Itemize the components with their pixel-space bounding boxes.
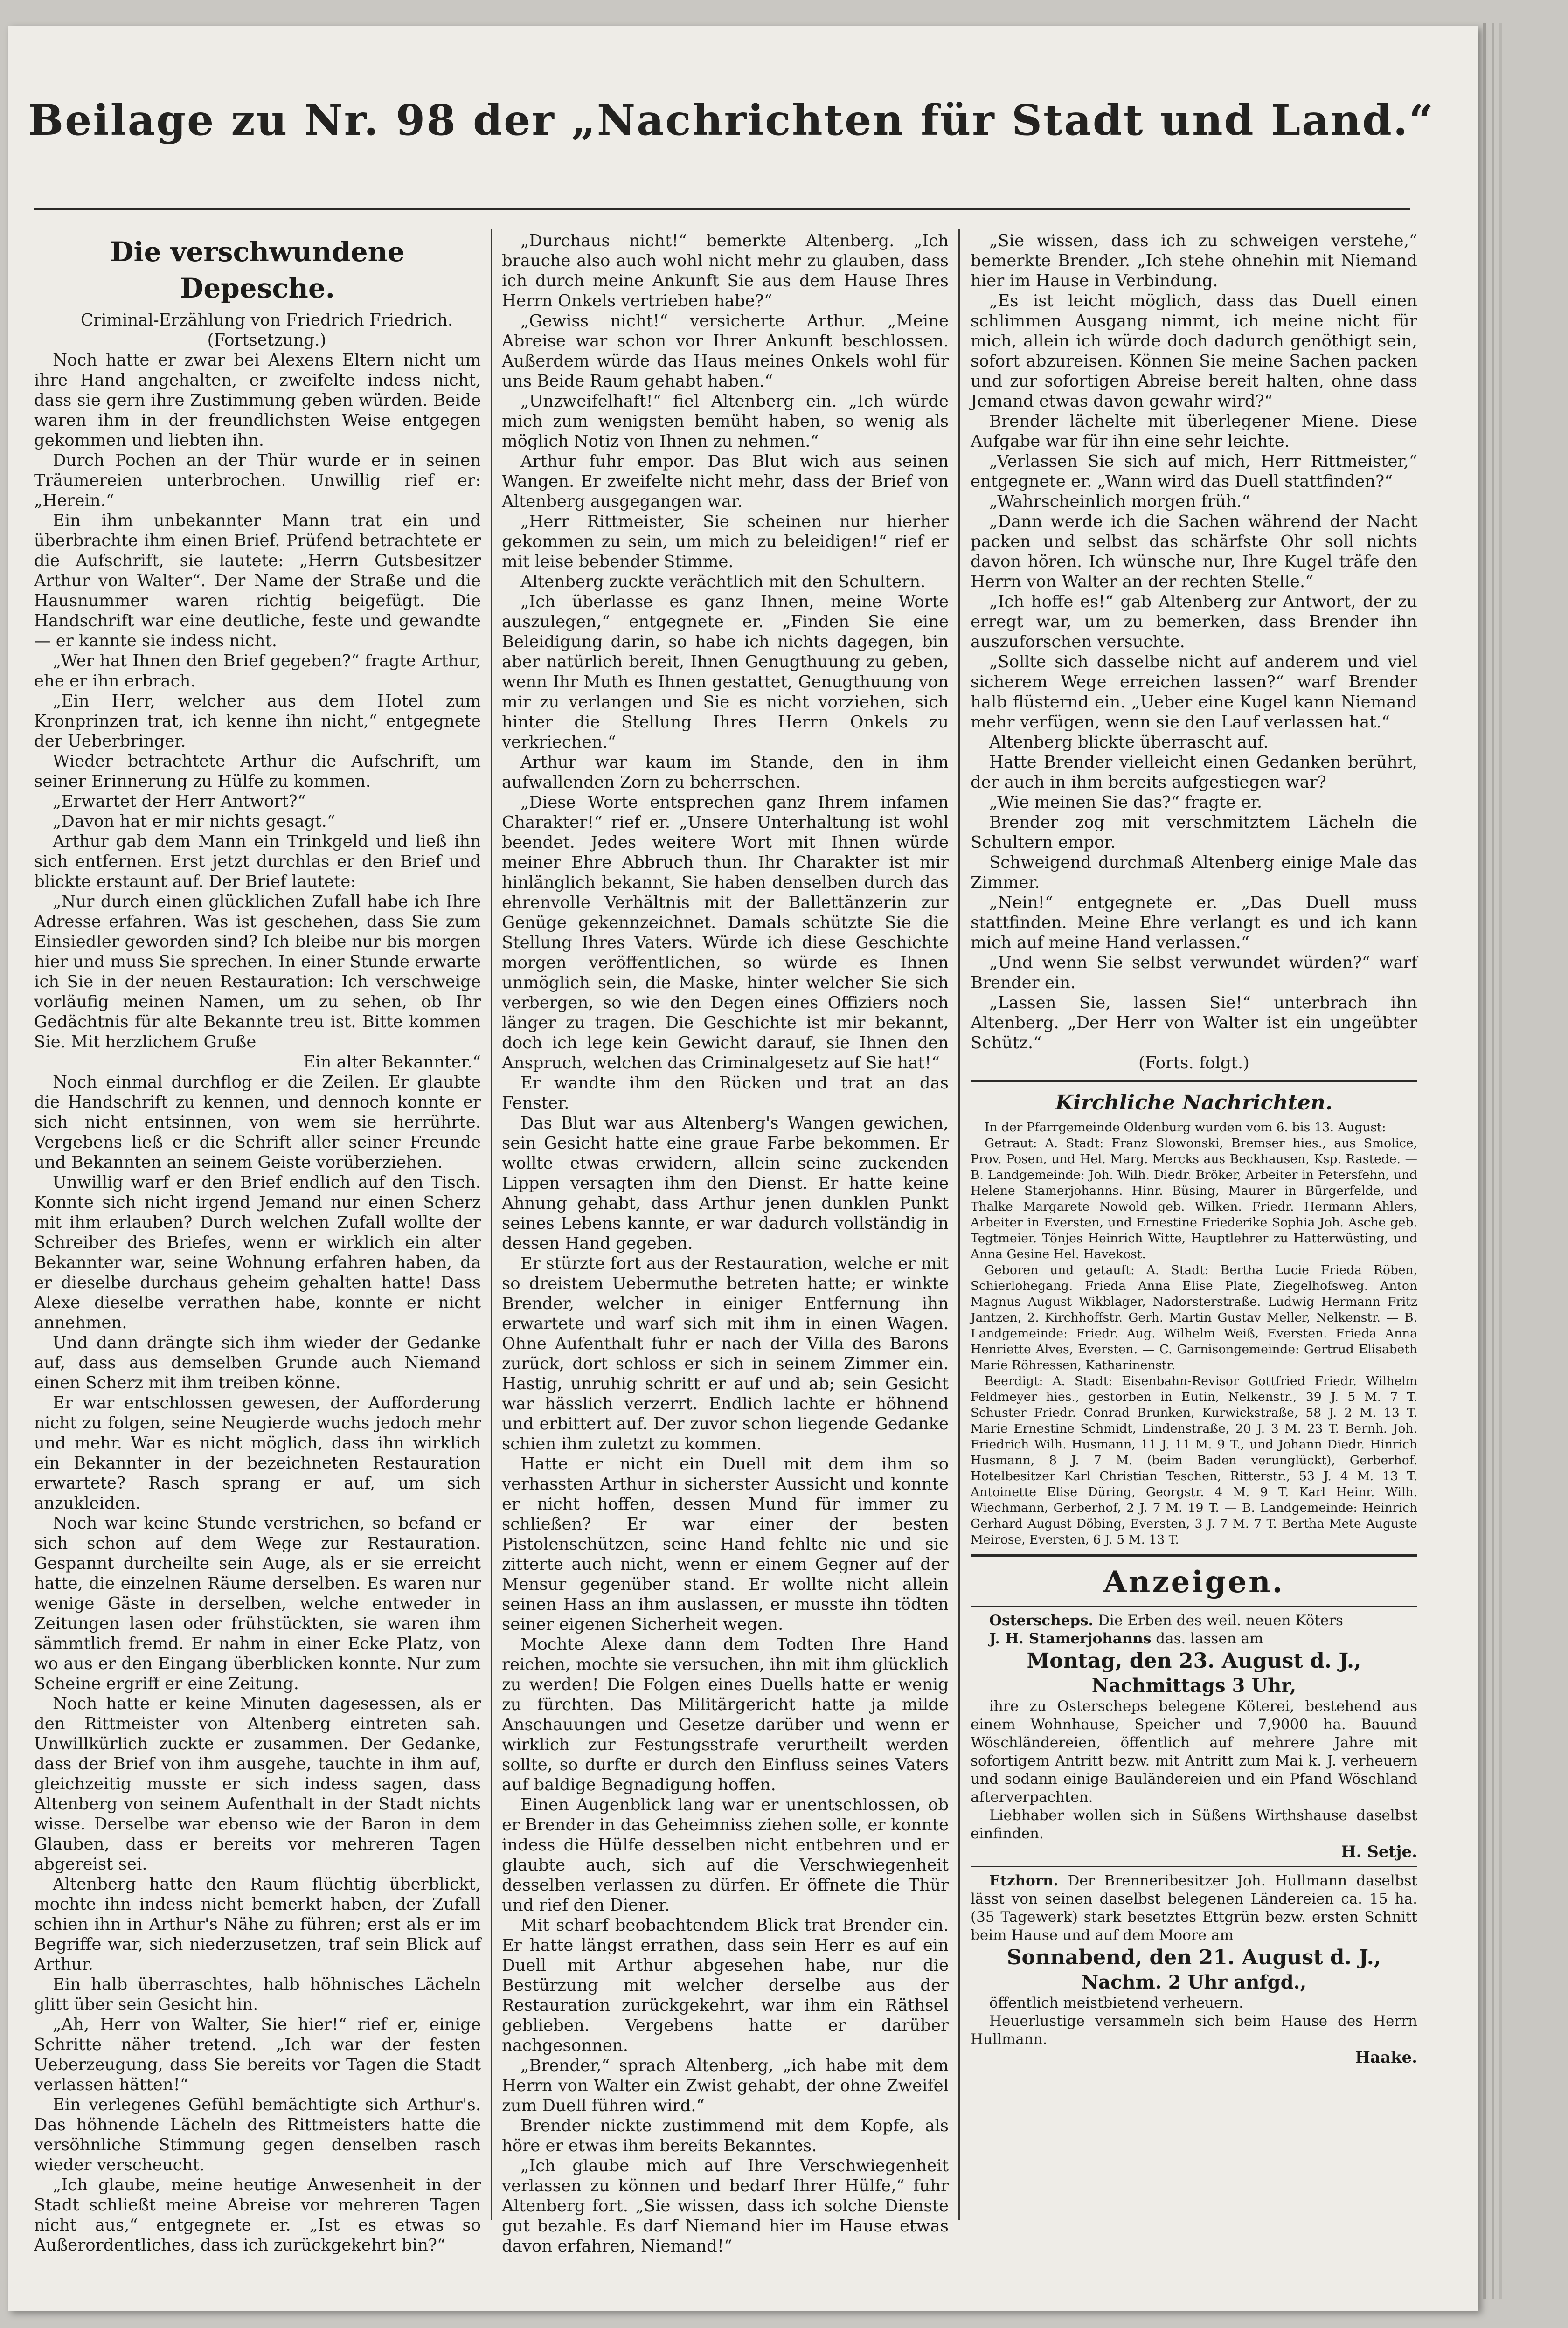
story-paragraph: „Wahrscheinlich morgen früh.“ — [989, 492, 1250, 511]
story-paragraph: Einen Augenblick lang war er unentschlossen, ob er Brender in das Geheimniss ziehen solle, er konnte indess die Hülfe desselben nicht entbehren und er glaubte auch, sich auf die Verschwiegenheit desselben verlassen zu dürfen. Er öffnete die Thür und rief den Diener. — [502, 1795, 949, 1915]
story-paragraph: Ein halb überraschtes, halb höhnisches Lächeln glitt über sein Gesicht hin. — [34, 1975, 481, 2014]
story-paragraph: „Erwartet der Herr Antwort?“ — [53, 792, 306, 811]
church-news-title: Kirchliche Nachrichten. — [1055, 1091, 1333, 1115]
column-1 — [34, 231, 481, 2255]
church-paragraph: Getraut: A. Stadt: Franz Slowonski, Bremser hies., aus Smolice, Prov. Posen, und Hel. Marg. Mercks aus Beckhausen, Ksp. Rastede. — B. Landgemeinde: Joh. Wilh. Diedr. Bröker, Arbeiter in Petersfehn, und Helene Stamerjohanns. Hinr. Büsing, Maurer in Bürgerfelde, und Thalke Margarete Nowold geb. Wilken. Friedr. Hermann Ahlers, Arbeiter in Eversten, und Ernestine Friederike Sophia Joh. Asche geb. Tegtmeier. Tönjes Heinrich Witte, Hauptlehrer zu Hatterwüsting, und Anna Gesine Hel. Havekost. — [971, 1136, 1417, 1261]
column-3 — [971, 231, 1417, 2067]
story-paragraph: Das Blut war aus Altenberg's Wangen gewichen, sein Gesicht hatte eine graue Farbe bekommen. Er wollte etwas erwidern, allein seine zuckenden Lippen versagten ihm den Dienst. Er hatte keine Ahnung gehabt, dass Arthur jenen dunklen Punkt seines Lebens kannte, er war dadurch vollständig in dessen Hand gegeben. — [502, 1114, 949, 1253]
story-paragraph: Brender lächelte mit überlegener Miene. Diese Aufgabe war für ihn eine sehr leichte. — [971, 412, 1417, 451]
story-paragraph: Ein ihm unbekannter Mann trat ein und überbrachte ihm einen Brief. Prüfend betrachtete er die Aufschrift, sie lautete: „Herrn Gutsbesitzer Arthur von Walter“. Der Name der Straße und die Hausnummer waren richtig beigefügt. Die Handschrift war eine deutliche, feste und gewandte — er kannte sie indess nicht. — [34, 511, 481, 651]
story-paragraph: „Nein!“ entgegnete er. „Das Duell muss stattfinden. Meine Ehre verlangt es und ich kann mich auf meine Hand verlassen.“ — [971, 893, 1417, 952]
story-paragraph: „Unzweifelhaft!“ fiel Altenberg ein. „Ich würde mich zum wenigsten bemüht haben, so wenig als möglich Notiz von Ihnen zu nehmen.“ — [502, 392, 949, 451]
story-paragraph: Er war entschlossen gewesen, der Aufforderung nicht zu folgen, seine Neugierde wuchs jedoch mehr und mehr. War es nicht möglich, dass ihn wirklich ein Bekannter in der bezeichneten Restauration erwartete? Rasch sprang er auf, um sich anzukleiden. — [34, 1393, 481, 1513]
ad-body: öffentlich meistbietend verheuern. — [989, 1995, 1243, 2011]
ad-date: Montag, den 23. August d. J., — [1027, 1649, 1361, 1673]
story-paragraph: Altenberg hatte den Raum flüchtig überblickt, mochte ihn indess nicht bemerkt haben, der Zufall schien ihn in Arthur's Nähe zu führen; erst als er im Begriffe war, sich niederzusetzen, traf sein Blick auf Arthur. — [34, 1875, 481, 1974]
ad-signature: Haake. — [1355, 2048, 1417, 2067]
story-title: Die verschwundene Depesche. — [110, 236, 405, 304]
column-1-body — [34, 350, 481, 2255]
ad-name: J. H. Stamerjohanns — [989, 1630, 1152, 1647]
masthead-rule — [34, 208, 1410, 210]
story-paragraph: „Ein Herr, welcher aus dem Hotel zum Kronprinzen trat, ich kenne ihn nicht,“ entgegnete der Ueberbringer. — [34, 692, 481, 751]
ad-body: ihre zu Osterscheps belegene Köterei, bestehend aus einem Wohnhause, Speicher und 7,9000 ha. Bauund Wöschländereien, öffentlich auf mehrere Jahre mit sofortigem Antritt bezw. mit Antritt zum Mai k. J. verheuern und sodann einige Bauländereien und ein Pfand Wöschland afterverpachten. — [971, 1698, 1417, 1806]
column-2 — [502, 231, 949, 2256]
story-paragraph: „Wer hat Ihnen den Brief gegeben?“ fragte Arthur, ehe er ihn erbrach. — [34, 651, 481, 691]
story-paragraph: „Dann werde ich die Sachen während der Nacht packen und selbst das schärfste Ohr soll nichts davon hören. Ich wünsche nur, Ihre Kugel träfe den Herrn von Walter an der rechten Stelle.“ — [971, 512, 1417, 591]
story-paragraph: Wieder betrachtete Arthur die Aufschrift, um seiner Erinnerung zu Hülfe zu kommen. — [34, 752, 481, 791]
story-continuation: (Fortsetzung.) — [207, 331, 326, 350]
page-edge — [1499, 23, 1502, 2299]
ad-time: Nachmittags 3 Uhr, — [1091, 1675, 1297, 1697]
story-paragraph: „Sollte sich dasselbe nicht auf anderem und viel sicherem Wege erreichen lassen?“ warf Brender halb flüsternd ein. „Ueber eine Kugel kann Niemand mehr verfügen, wenn sie den Lauf verlassen hat.“ — [971, 652, 1417, 732]
section-rule — [971, 1080, 1417, 1082]
story-paragraph: Durch Pochen an der Thür wurde er in seinen Träumereien unterbrochen. Unwillig rief er: „Herein.“ — [34, 451, 481, 510]
masthead: Beilage zu Nr. 98 der „Nachrichten für Stadt und Land.“ — [28, 96, 1435, 145]
story-paragraph: „Lassen Sie, lassen Sie!“ unterbrach ihn Altenberg. „Der Herr von Walter ist ein ungeübter Schütz.“ — [971, 993, 1417, 1053]
story-paragraph: Unwillig warf er den Brief endlich auf den Tisch. Konnte sich nicht irgend Jemand nur einen Scherz mit ihm erlauben? Durch welchen Zufall wollte der Schreiber des Briefes, wenn er wirklich ein alter Bekannter war, seine Wohnung erfahren haben, da er dieselbe durchaus geheim gehalten hatte! Dass Alexe dieselbe verrathen habe, konnte er nicht annehmen. — [34, 1173, 481, 1332]
story-paragraph: Und dann drängte sich ihm wieder der Gedanke auf, dass aus demselben Grunde auch Niemand einen Scherz mit ihm treiben könne. — [34, 1333, 481, 1393]
story-paragraph: Er wandte ihm den Rücken und trat an das Fenster. — [502, 1074, 949, 1113]
story-paragraph: Brender nickte zustimmend mit dem Kopfe, als höre er etwas ihm bereits Bekanntes. — [502, 2116, 949, 2155]
ad-text: Die Erben des weil. neuen Köters — [1098, 1612, 1343, 1629]
story-paragraph: Noch einmal durchflog er die Zeilen. Er glaubte die Handschrift zu kennen, und dennoch konnte er sich nicht entsinnen, von wem sie herrührte. Vergebens ließ er die Schrift aller seiner Freunde und Bekannten an seinem Geiste vorüberziehen. — [34, 1073, 481, 1172]
story-paragraph: Brender zog mit verschmitztem Lächeln die Schultern empor. — [971, 813, 1417, 852]
story-paragraph: „Davon hat er mir nichts gesagt.“ — [53, 812, 335, 831]
story-paragraph: „Sie wissen, dass ich zu schweigen verstehe,“ bemerkte Brender. „Ich stehe ohnehin mit Niemand hier im Hause in Verbindung. — [971, 231, 1417, 291]
story-paragraph: „Es ist leicht möglich, dass das Duell einen schlimmen Ausgang nimmt, ich meine nicht für mich, allein ich würde doch dadurch genöthigt sein, sofort abzureisen. Können Sie meine Sachen packen und zur sofortigen Abreise bereit halten, ohne dass Jemand etwas davon gewahr wird?“ — [971, 291, 1417, 411]
ads-rule — [971, 1866, 1417, 1867]
church-intro: In der Pfarrgemeinde Oldenburg wurden vom 6. bis 13. August: — [985, 1120, 1386, 1135]
story-paragraph: Altenberg blickte überrascht auf. — [989, 733, 1269, 752]
column-divider — [491, 229, 492, 2220]
story-paragraph: „Und wenn Sie selbst verwundet würden?“ warf Brender ein. — [971, 953, 1417, 992]
story-paragraph: Altenberg zuckte verächtlich mit den Schultern. — [520, 572, 926, 591]
story-paragraph: Schweigend durchmaß Altenberg einige Male das Zimmer. — [971, 853, 1417, 892]
story-paragraph: Noch hatte er zwar bei Alexens Eltern nicht um ihre Hand angehalten, er zweifelte indess nicht, dass sie gern ihre Zustimmung geben würden. Beide waren ihm in der freundlichsten Weise entgegen gekommen und liebten ihn. — [34, 351, 481, 450]
section-rule — [971, 1554, 1417, 1557]
story-paragraph: „Ich glaube, meine heutige Anwesenheit in der Stadt schließt meine Abreise vor mehreren Tagen nicht aus,“ entgegnete er. „Ist es etwas so Außerordentliches, dass ich zurückgekehrt bin?“ — [34, 2176, 481, 2255]
story-paragraph: Mit scharf beobachtendem Blick trat Brender ein. Er hatte längst errathen, dass sein Herr es auf ein Duell mit Arthur abgesehen habe, nur die Bestürzung mit welcher derselbe aus der Restauration zurückgekehrt, war ihm ein Räthsel geblieben. Vergebens hatte er darüber nachgesonnen. — [502, 1916, 949, 2055]
church-news — [971, 1120, 1417, 1548]
ad-date: Sonnabend, den 21. August d. J., — [1006, 1946, 1381, 1969]
story-paragraph: „Ich glaube mich auf Ihre Verschwiegenheit verlassen zu können und bedarf Ihrer Hülfe,“ fuhr Altenberg fort. „Sie wissen, dass ich solche Dienste gut bezahle. Es darf Niemand hier im Hause etwas davon erfahren, Niemand!“ — [502, 2156, 949, 2256]
story-paragraph: Hatte er nicht ein Duell mit dem ihm so verhassten Arthur in sicherster Aussicht und konnte er nicht hoffen, dessen Mund für immer zu schließen? Er war einer der besten Pistolenschützen, seine Hand fehlte nie und sie zitterte auch nicht, wenn er einem Gegner auf der Mensur gegenüber stand. Er wollte nicht allein seinen Hass an ihm auslassen, er musste ihn tödten seiner eigenen Sicherheit wegen. — [502, 1455, 949, 1634]
story-paragraph: „Wie meinen Sie das?“ fragte er. — [989, 793, 1263, 812]
story-subtitle: Criminal-Erzählung von Friedrich Friedrich. — [80, 311, 453, 330]
column-3-story — [971, 231, 1417, 1073]
church-paragraph: Geboren und getauft: A. Stadt: Bertha Lucie Frieda Röben, Schierlohegang. Frieda Anna Elise Plate, Ziegelhofsweg. Anton Magnus August Wikblager, Nadorsterstraße. Ludwig Hermann Fritz Jantzen, 2. Kirchhoffstr. Gerh. Martin Gustav Meller, Nelkenstr. — B. Landgemeinde: Friedr. Aug. Wilhelm Weiß, Eversten. Frieda Anna Henriette Alves, Eversten. — C. Garnisongemeinde: Gertrud Elisabeth Marie Röhressen, Katharinenstr. — [971, 1263, 1417, 1372]
church-paragraph: Beerdigt: A. Stadt: Eisenbahn-Revisor Gottfried Friedr. Wilhelm Feldmeyer hies., gestorben in Eutin, Nelkenstr., 39 J. 5 M. 7 T. Schuster Friedr. Conrad Brunken, Kurwickstraße, 58 J. 2 M. 13 T. Marie Ernestine Schmidt, Lindenstraße, 20 J. 3 M. 23 T. Bernh. Joh. Friedrich Wilh. Husmann, 11 J. 11 M. 9 T., und Johann Diedr. Hinrich Husmann, 8 J. 7 M. (beim Baden verunglückt), Gerberhof. Hotelbesitzer Karl Christian Teschen, Ritterstr., 53 J. 4 M. 13 T. Antoinette Elise Düring, Georgstr. 4 M. 9 T. Karl Heinr. Wilh. Wiechmann, Gerberhof, 2 J. 7 M. 19 T. — B. Landgemeinde: Heinrich Gerhard August Döbing, Eversten, 3 J. 7 M. 7 T. Bertha Mete Auguste Meirose, Eversten, 6 J. 5 M. 13 T. — [971, 1374, 1417, 1547]
ad-osterscheps — [971, 1612, 1417, 1861]
ad-text: das. lassen am — [1156, 1630, 1263, 1647]
ad-lead: Osterscheps. — [989, 1612, 1094, 1629]
letter-signature: Ein alter Bekannter.“ — [303, 1053, 481, 1072]
to-be-continued: (Forts. folgt.) — [1138, 1053, 1249, 1073]
ad-etzhorn — [971, 1872, 1417, 2067]
story-paragraph: „Brender,“ sprach Altenberg, „ich habe mit dem Herrn von Walter ein Zwist gehabt, der ohne Zweifel zum Duell führen wird.“ — [502, 2056, 949, 2115]
story-paragraph: Arthur fuhr empor. Das Blut wich aus seinen Wangen. Er zweifelte nicht mehr, dass der Brief von Altenberg ausgegangen war. — [502, 452, 949, 511]
page-edge — [1483, 23, 1486, 2299]
story-paragraph: Noch hatte er keine Minuten dagesessen, als er den Rittmeister von Altenberg eintreten sah. Unwillkürlich zuckte er zusammen. Der Gedanke, dass der Brief von ihm ausgehe, tauchte in ihm auf, gleichzeitig musste er sich indess sagen, dass Altenberg von seinem Aufenthalt in der Stadt nichts wisse. Derselbe war ebenso wie der Baron in dem Glauben, dass er bereits vor mehreren Tagen abgereist sei. — [34, 1694, 481, 1874]
ads-rule — [971, 1606, 1417, 1607]
ad-time: Nachm. 2 Uhr anfgd., — [1081, 1971, 1307, 1993]
story-paragraph: „Nur durch einen glücklichen Zufall habe ich Ihre Adresse erfahren. Was ist geschehen, dass Sie zum Einsiedler geworden sind? Ich bleibe nur bis morgen hier und muss Sie sprechen. In einer Stunde erwarte ich Sie in der neuen Restauration: Ich verschweige vorläufig meinen Namen, um zu sehen, ob Ihr Gedächtnis für alte Bekannte treu ist. Bitte kommen Sie. Mit herzlichem Gruße — [34, 892, 481, 1052]
story-paragraph: Er stürzte fort aus der Restauration, welche er mit so dreistem Uebermuthe betreten hatte; er winkte Brender, welcher in einiger Entfernung ihn erwartete und warf sich mit ihm in einen Wagen. Ohne Aufenthalt fuhr er nach der Villa des Barons zurück, dort schloss er sich in seinem Zimmer ein. Hastig, unruhig schritt er auf und ab; sein Gesicht war hässlich verzerrt. Endlich lachte er höhnend und erbittert auf. Der zuvor schon liegende Gedanke schien ihm zuletzt zu kommen. — [502, 1254, 949, 1454]
story-paragraph: „Durchaus nicht!“ bemerkte Altenberg. „Ich brauche also auch wohl nicht mehr zu glauben, dass ich durch meine Ankunft Sie aus dem Hause Ihres Herrn Onkels vertrieben habe?“ — [502, 231, 949, 311]
story-paragraph: Hatte Brender vielleicht einen Gedanken berührt, der auch in ihm bereits aufgestiegen war? — [971, 753, 1417, 792]
ad-closing: Liebhaber wollen sich in Süßens Wirthshause daselbst einfinden. — [971, 1807, 1417, 1842]
column-divider — [958, 229, 960, 2220]
story-paragraph: Mochte Alexe dann dem Todten Ihre Hand reichen, mochte sie versuchen, ihn mit ihm glücklich zu werden! Die Folgen eines Duells hatte er wenig zu fürchten. Das Militärgericht hatte ja milde Anschauungen und Gesetze darüber und wenn er wirklich zur Festungsstrafe verurtheilt werden sollte, so durfte er durch den Einfluss seines Vaters auf baldige Begnadigung hoffen. — [502, 1635, 949, 1794]
story-paragraph: Arthur gab dem Mann ein Trinkgeld und ließ ihn sich entfernen. Erst jetzt durchlas er den Brief und blickte erstaunt auf. Der Brief lautete: — [34, 832, 481, 891]
ad-text: Der Brenneribesitzer Joh. Hullmann daselbst lässt von seinen daselbst belegenen Ländereien ca. 15 ha. (35 Tagewerk) stark besetztes Ettgrün bezw. ersten Schnitt beim Hause und auf dem Moore am — [971, 1872, 1417, 1944]
story-paragraph: „Ich hoffe es!“ gab Altenberg zur Antwort, der zu erregt war, um zu bemerken, dass Brender ihn auszuforschen versuchte. — [971, 592, 1417, 651]
story-paragraph: Noch war keine Stunde verstrichen, so befand er sich schon auf dem Wege zur Restauration. Gespannt durcheilte sein Auge, als er sie erreicht hatte, die einzelnen Räume derselben. Es waren nur wenige Gäste in derselben, welche entweder in Zeitungen lasen oder frühstückten, sie waren ihm sämmtlich fremd. Er nahm in einer Ecke Platz, von wo aus er den Eingang überblicken konnte. Nur zum Scheine ergriff er eine Zeitung. — [34, 1514, 481, 1693]
ad-closing: Heuerlustige versammeln sich beim Hause des Herrn Hullmann. — [971, 2013, 1417, 2048]
newspaper-page — [8, 26, 1478, 2311]
story-paragraph: Ein verlegenes Gefühl bemächtigte sich Arthur's. Das höhnende Lächeln des Rittmeisters hatte die versöhnliche Stimmung gegen denselben rasch wieder verscheucht. — [34, 2095, 481, 2175]
story-paragraph: „Ah, Herr von Walter, Sie hier!“ rief er, einige Schritte näher tretend. „Ich war der festen Ueberzeugung, dass Sie bereits vor Tagen die Stadt verlassen hätten!“ — [34, 2015, 481, 2094]
story-paragraph: „Verlassen Sie sich auf mich, Herr Rittmeister,“ entgegnete er. „Wann wird das Duell stattfinden?“ — [971, 452, 1417, 491]
story-paragraph: „Gewiss nicht!“ versicherte Arthur. „Meine Abreise war schon vor Ihrer Ankunft beschlossen. Außerdem würde das Haus meines Onkels wohl für uns Beide Raum gehabt haben.“ — [502, 312, 949, 391]
story-paragraph: Arthur war kaum im Stande, den in ihm aufwallenden Zorn zu beherrschen. — [502, 753, 949, 792]
ads-title: Anzeigen. — [1103, 1565, 1284, 1600]
story-paragraph: „Herr Rittmeister, Sie scheinen nur hierher gekommen zu sein, um mich zu beleidigen!“ rief er mit leise bebender Stimme. — [502, 512, 949, 571]
ad-lead: Etzhorn. — [989, 1872, 1059, 1889]
story-paragraph: „Ich überlasse es ganz Ihnen, meine Worte auszulegen,“ entgegnete er. „Finden Sie eine Beleidigung darin, so habe ich nichts dagegen, bin aber natürlich bereit, Ihnen Genugthuung zu geben, wenn Ihr Muth es Ihnen gestattet, Genugthuung von mir zu verlangen und Sie es nicht vorziehen, sich hinter die Stellung Ihres Herrn Onkels zu verkriechen.“ — [502, 592, 949, 752]
page-edge — [1492, 23, 1494, 2299]
ad-signature: H. Setje. — [1341, 1843, 1417, 1861]
story-paragraph: „Diese Worte entsprechen ganz Ihrem infamen Charakter!“ rief er. „Unsere Unterhaltung ist wohl beendet. Jedes weitere Wort mit Ihnen würde meiner Ehre Abbruch thun. Ihr Charakter ist mir hinlänglich bekannt, Sie haben denselben durch das ehrenvolle Verhältnis mit der Ballettänzerin zur Genüge gekennzeichnet. Damals schützte Sie die Stellung Ihres Vaters. Würde ich diese Geschichte morgen veröffentlichen, so würde es Ihnen unmöglich sein, die Maske, hinter welcher Sie sich verbergen, so wie den Degen eines Offiziers noch länger zu tragen. Die Geschichte ist mir bekannt, doch ich lege kein Gewicht darauf, sie Ihnen den Anspruch, welchen das Criminalgesetz auf Sie hat!“ — [502, 793, 949, 1073]
